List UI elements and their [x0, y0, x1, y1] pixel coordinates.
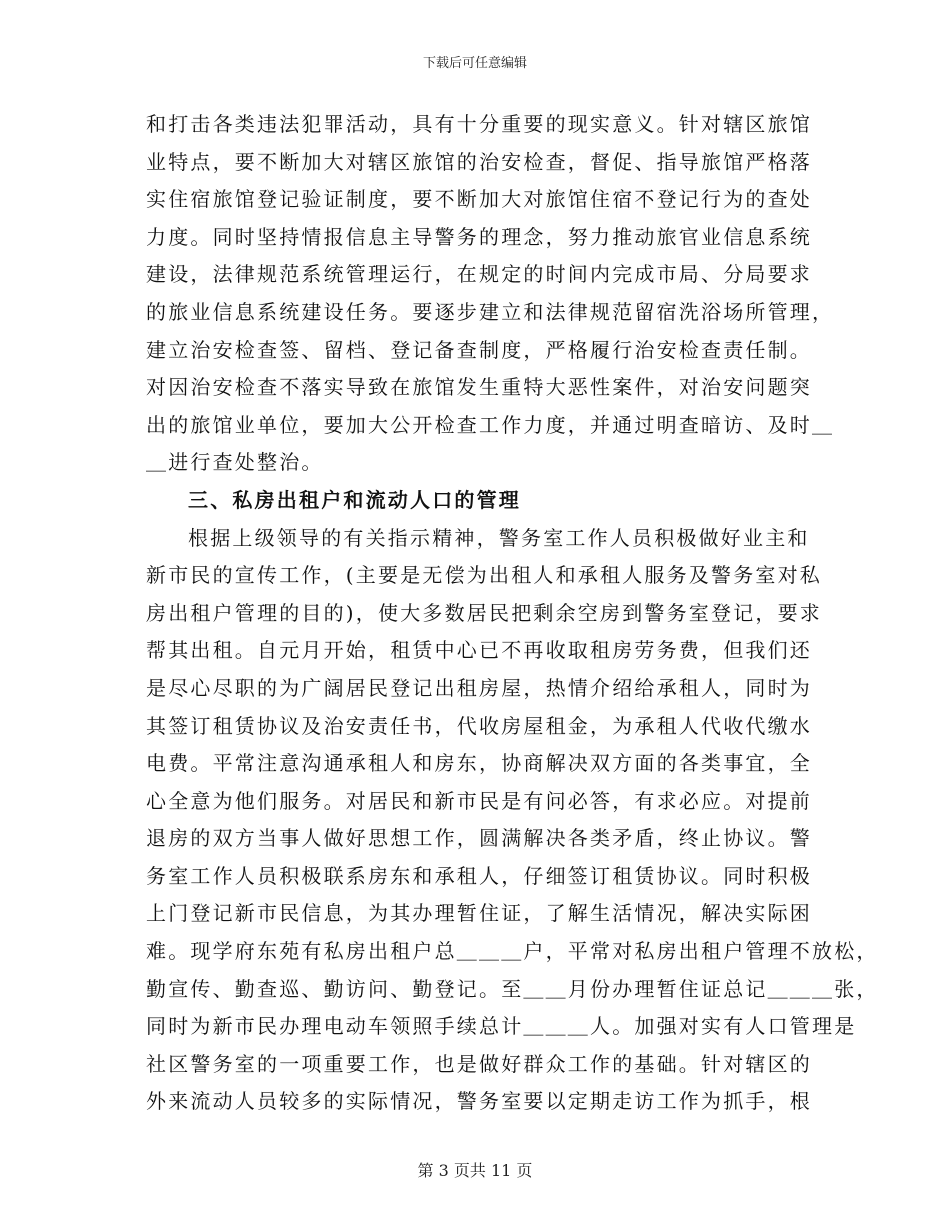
- text-line: 建立治安检查签、留档、登记备查制度，严格履行治安检查责任制。: [146, 337, 812, 362]
- text-line: 业特点，要不断加大对辖区旅馆的治安检查，督促、指导旅馆严格落: [146, 149, 812, 174]
- text-line: 外来流动人员较多的实际情况，警务室要以定期走访工作为抓手，根: [146, 1089, 812, 1114]
- page-header: 下载后可任意编辑: [422, 56, 527, 71]
- text-line: 房出租户管理的目的)，使大多数居民把剩余空房到警务室登记，要求: [146, 600, 823, 625]
- text-line: 务室工作人员积极联系房东和承租人，仔细签订租赁协议。同时积极: [146, 863, 812, 888]
- text-line: 是尽心尽职的为广阔居民登记出租房屋，热情介绍给承租人，同时为: [146, 675, 812, 700]
- text-line: 勤宣传、勤查巡、勤访问、勤登记。至＿＿月份办理暂住证总记＿＿＿张，: [146, 976, 879, 1001]
- text-line: 同时为新市民办理电动车领照手续总计＿＿＿人。加强对实有人口管理是: [146, 1014, 857, 1039]
- text-line: 建设，法律规范系统管理运行，在规定的时间内完成市局、分局要求: [146, 262, 812, 287]
- text-line: 出的旅馆业单位，要加大公开检查工作力度，并通过明查暗访、及时＿: [146, 412, 835, 437]
- text-line: 社区警务室的一项重要工作，也是做好群众工作的基础。针对辖区的: [146, 1051, 812, 1076]
- section-heading: 三、私房出租户和流动人口的管理: [188, 487, 521, 512]
- text-line: 实住宿旅馆登记验证制度，要不断加大对旅馆住宿不登记行为的查处: [146, 187, 812, 212]
- text-line: 心全意为他们服务。对居民和新市民是有问必答，有求必应。对提前: [146, 788, 812, 813]
- document-body: [146, 106, 879, 1121]
- text-line: ＿进行查处整治。: [146, 450, 324, 475]
- text-line: 其签订租赁协议及治安责任书，代收房屋租金，为承租人代收代缴水: [146, 713, 812, 738]
- text-line: 电费。平常注意沟通承租人和房东，协商解决双方面的各类事宜，全: [146, 751, 812, 776]
- page-number: 第 3 页共 11 页: [417, 1161, 533, 1180]
- text-line: 新市民的宣传工作，(主要是无偿为出租人和承租人服务及警务室对私: [146, 563, 823, 588]
- text-line: 帮其出租。自元月开始，租赁中心已不再收取租房劳务费，但我们还: [146, 638, 812, 663]
- text-line: 力度。同时坚持情报信息主导警务的理念，努力推动旅官业信息系统: [146, 224, 812, 249]
- text-line: 难。现学府东苑有私房出租户总＿＿＿户，平常对私房出租户管理不放松，: [146, 939, 879, 964]
- text-line: 对因治安检查不落实导致在旅馆发生重特大恶性案件，对治安问题突: [146, 375, 812, 400]
- text-line: 的旅业信息系统建设任务。要逐步建立和法律规范留宿洗浴场所管理，: [146, 299, 835, 324]
- text-line: 根据上级领导的有关指示精神，警务室工作人员积极做好业主和: [188, 525, 810, 550]
- text-line: 退房的双方当事人做好思想工作，圆满解决各类矛盾，终止协议。警: [146, 826, 812, 851]
- text-line: 上门登记新市民信息，为其办理暂住证，了解生活情况，解决实际困: [146, 901, 812, 926]
- text-line: 和打击各类违法犯罪活动，具有十分重要的现实意义。针对辖区旅馆: [146, 112, 812, 136]
